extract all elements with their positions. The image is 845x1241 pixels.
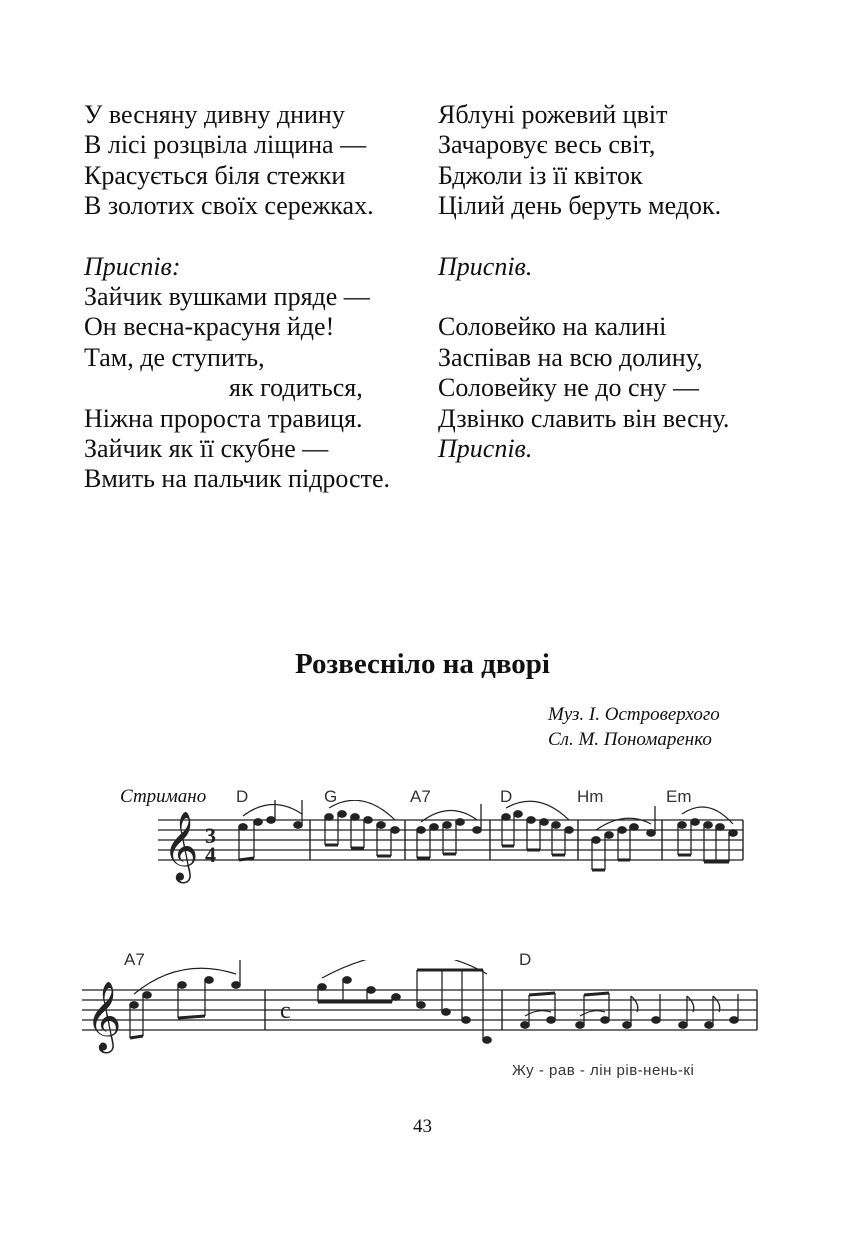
stanza-gap [438,222,798,252]
treble-clef-icon: 𝄞 [163,811,199,881]
chorus-line: Вмить на пальчик підросте. [84,464,390,494]
chorus-line: Зайчик як її скубне — [84,434,329,464]
verse-line: Соловейку не до сну — [438,373,699,403]
poem-right-column [438,100,798,464]
chorus-line: як годиться, [229,373,363,403]
chorus-line: Он весна-красуня йде! [84,312,335,342]
chorus-line: Зайчик вушками пряде — [84,282,370,312]
music-credit: Муз. І. Островерхого [548,704,720,725]
poem-left-column [84,100,424,495]
song-lyrics-line: Жу - рав - лін рів-нень-кі [512,1062,695,1079]
chorus-line: Там, де ступить, [84,342,265,372]
chord-symbol: D [500,787,513,806]
verse-line: Бджоли із її квіток [438,160,643,190]
music-staff-1 [0,800,845,900]
blank-line [438,282,798,312]
song-credits [548,702,720,752]
chorus-reference: Приспів. [438,251,533,281]
tempo-marking: Стримано [120,786,207,807]
verse-line: Цілий день беруть медок. [438,191,722,221]
chord-symbol: G [324,787,338,806]
time-sig-bottom: 4 [205,842,216,867]
music-staff-2 [0,960,845,1060]
chord-symbol: D [519,950,532,969]
chord-symbol: D [236,787,249,806]
chorus-label: Приспів: [84,251,181,281]
verse-line: Заспівав на всю долину, [438,342,703,372]
chord-symbol: Em [666,787,692,806]
song-title: Розвесніло на дворі [295,648,550,680]
chord-symbol: A7 [410,787,431,806]
staff-lines [82,990,757,1030]
verse-line: У весняну дивну днину [84,100,345,129]
chord-symbol: A7 [124,950,145,969]
chorus-line: Ніжна пророста травиця. [84,403,363,433]
time-sig-common: c [280,998,291,1024]
treble-clef-icon: 𝄞 [86,981,122,1051]
stanza-gap [84,222,424,252]
page-number: 43 [413,1116,432,1137]
chord-symbol: Hm [577,787,604,806]
verse-line: Зачаровує весь світ, [438,130,656,160]
notes-staff-2 [130,960,738,1043]
chorus-reference: Приспів. [438,434,533,464]
verse-line: Красується біля стежки [84,160,346,190]
verse-line: Яблуні рожевий цвіт [438,100,668,129]
verse-line: В золотих своїх сережках. [84,191,374,221]
slurs-staff-1 [243,800,733,830]
lyrics-credit: Сл. М. Пономаренко [548,729,712,750]
verse-line: Соловейко на калині [438,312,667,342]
verse-line: Дзвінко славить він весну. [438,403,730,433]
time-sig-top: 3 [205,823,216,848]
verse-line: В лісі розцвіла ліщина — [84,130,367,160]
